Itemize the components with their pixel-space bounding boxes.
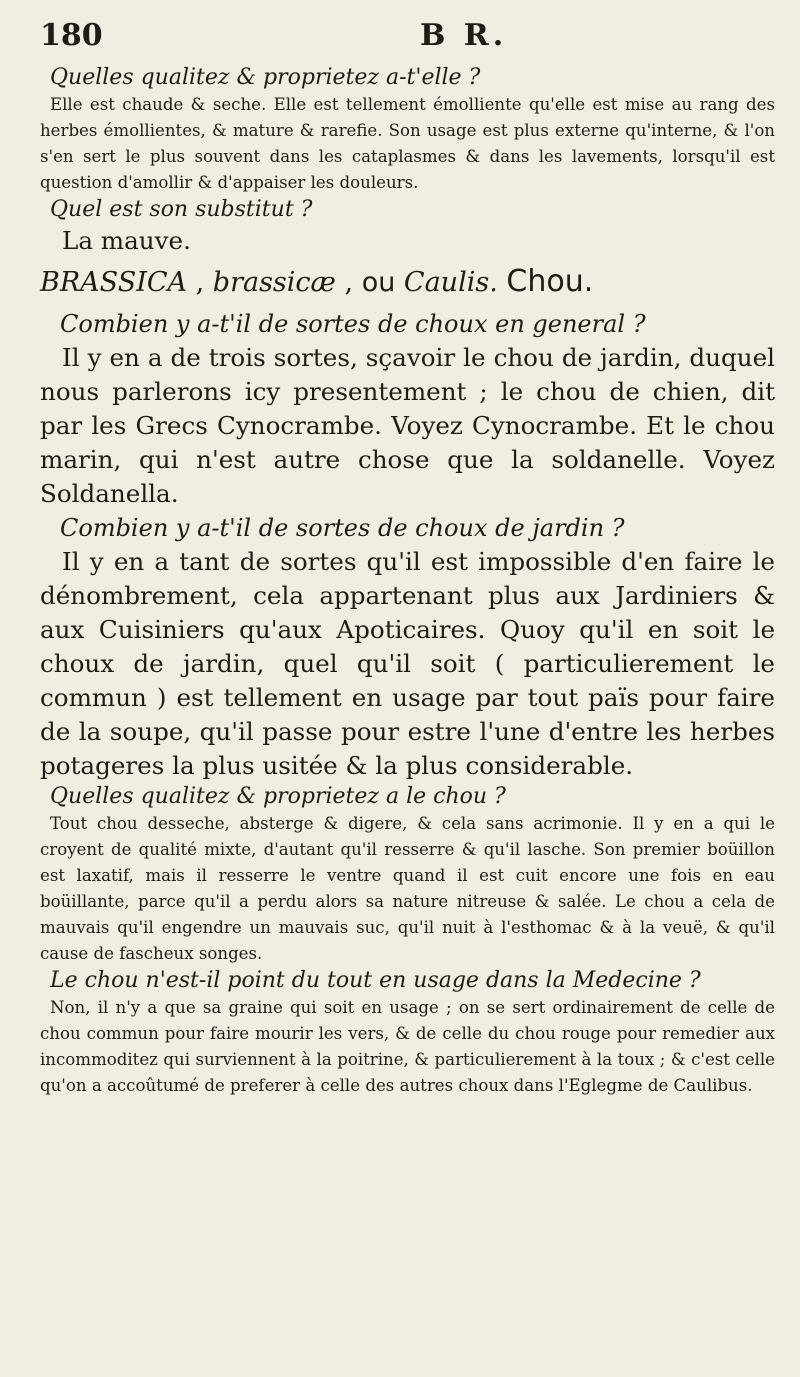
paragraph: Non, il n'y a que sa graine qui soit en usage ; on se sert ordinairement de celle de chou commun pour faire mourir les vers, & de celle du chou rouge pour remedier aux incommoditez qui surviennent à la poitrine, & particulierement à la toux ; & c'est celle qu'on a accoûtumé de preferer à celle des autres choux dans l'Eglegme de Caulibus. <box>40 998 775 1095</box>
question-heading: Quelles qualitez & proprietez a le chou ? <box>50 784 506 809</box>
question-heading: Combien y a-t'il de sortes de choux en general ? <box>60 310 646 338</box>
lemma-latin: BRASSICA <box>40 267 188 298</box>
lemma-or: ou <box>361 267 396 298</box>
paragraph: Il y en a de trois sortes, sçavoir le chou de jardin, duquel nous parlerons icy presentement ; le chou de chien, dit par les Grecs Cynocrambe. Voyez Cynocrambe. Et le chou marin, qui n'est autre chose que la soldanelle. Voyez Soldanella. <box>40 343 775 508</box>
running-head: B R. <box>420 18 508 53</box>
page-header <box>40 18 760 58</box>
paragraph: Tout chou desseche, absterge & digere, & cela sans acrimonie. Il y en a qui le croyent de qualité mixte, d'autant qu'il resserre & qu'il lasche. Son premier boüillon est laxatif, mais il resserre le ventre quand il est cuit encore une fois en eau boüillante, parce qu'il a perdu alors sa nature nitreuse & salée. Le chou a cela de mauvais qu'il engendre un mauvais suc, qu'il nuit à l'esthomac & à la veuë, & qu'il cause de fascheux songes. <box>40 814 775 963</box>
lemma-synonym: Caulis. <box>403 267 498 298</box>
page-number: 180 <box>40 18 103 53</box>
question-heading: Combien y a-t'il de sortes de choux de jardin ? <box>60 514 625 542</box>
paragraph: Elle est chaude & seche. Elle est tellement émolliente qu'elle est mise au rang des herbes émollientes, & mature & rarefie. Son usage est plus externe qu'interne, & l'on s'en sert le plus souvent dans les cataplasmes & dans les lavements, lorsqu'il est question d'amollir & d'appaiser les douleurs. <box>40 95 775 192</box>
paragraph: Il y en a tant de sortes qu'il est impossible d'en faire le dénombrement, cela appartenant plus aux Jardiniers & aux Cuisiniers qu'aux Apoticaires. Quoy qu'il en soit le choux de jardin, quel qu'il soit ( particulierement le commun ) est tellement en usage par tout païs pour faire de la soupe, qu'il passe pour estre l'une d'entre les herbes potageres la plus usitée & la plus considerable. <box>40 547 775 780</box>
page-text <box>40 64 775 1099</box>
lemma-french: Chou. <box>506 264 594 299</box>
question-heading: Le chou n'est-il point du tout en usage dans la Medecine ? <box>50 968 701 993</box>
entry-lemma: BRASSICA , brassicæ , ou Caulis. Chou. <box>40 264 594 299</box>
lemma-genitive: brassicæ <box>212 267 336 298</box>
question-heading: Quel est son substitut ? <box>50 197 313 222</box>
paragraph: La mauve. <box>62 226 191 255</box>
question-heading: Quelles qualitez & proprietez a-t'elle ? <box>50 65 481 90</box>
